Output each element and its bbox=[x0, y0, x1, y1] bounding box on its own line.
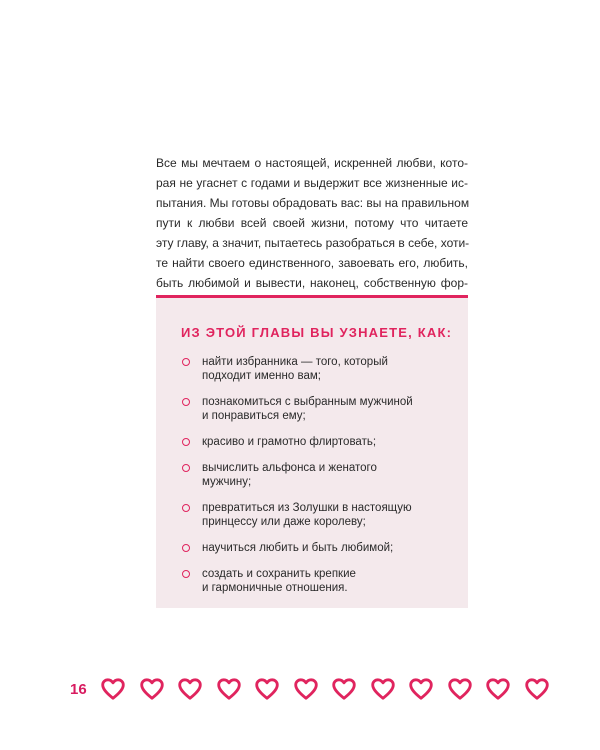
goal-line: найти избранника — того, который bbox=[202, 356, 388, 368]
intro-line: те найти своего единственного, завоевать его, любить, bbox=[156, 256, 468, 270]
circle-bullet-icon bbox=[182, 504, 190, 512]
goal-list-item bbox=[182, 501, 452, 529]
goal-list-item bbox=[182, 567, 452, 595]
goal-line: подходит именно вам; bbox=[202, 370, 321, 382]
box-top-rule bbox=[156, 295, 468, 298]
intro-line: рая не угаснет с годами и выдержит все жизненные ис- bbox=[156, 176, 468, 190]
goal-line: превратиться из Золушки в настоящую bbox=[202, 502, 412, 514]
goal-list-item bbox=[182, 461, 452, 489]
intro-paragraph bbox=[156, 153, 468, 313]
goals-list bbox=[182, 355, 452, 595]
heart-outline-icon bbox=[216, 676, 242, 702]
heart-outline-icon bbox=[447, 676, 473, 702]
heart-outline-icon bbox=[139, 676, 165, 702]
heart-outline-icon bbox=[485, 676, 511, 702]
intro-line: эту главу, а значит, пытаетесь разобраться в себе, хоти- bbox=[156, 236, 470, 250]
heart-outline-icon bbox=[293, 676, 319, 702]
goal-line: принцессу или даже королеву; bbox=[202, 516, 366, 528]
circle-bullet-icon bbox=[182, 464, 190, 472]
goal-list-item bbox=[182, 395, 452, 423]
goal-list-item bbox=[182, 355, 452, 383]
page-number: 16 bbox=[70, 681, 87, 698]
intro-line: пытания. Мы готовы обрадовать вас: вы на правильном bbox=[156, 196, 470, 210]
goal-line: создать и сохранить крепкие bbox=[202, 568, 356, 580]
goal-list-item bbox=[182, 541, 452, 555]
goal-line: научиться любить и быть любимой; bbox=[202, 542, 394, 554]
intro-line: быть любимой и вывести, наконец, собственную фор- bbox=[156, 276, 468, 290]
chapter-goals-box bbox=[156, 295, 468, 608]
heart-outline-icon bbox=[370, 676, 396, 702]
goal-line: вычислить альфонса и женатого bbox=[202, 462, 377, 474]
heart-outline-icon bbox=[524, 676, 550, 702]
heart-outline-icon bbox=[254, 676, 280, 702]
circle-bullet-icon bbox=[182, 358, 190, 366]
circle-bullet-icon bbox=[182, 438, 190, 446]
heart-outline-icon bbox=[331, 676, 357, 702]
goal-list-item bbox=[182, 435, 452, 449]
heart-outline-icon bbox=[177, 676, 203, 702]
heart-outline-icon bbox=[100, 676, 126, 702]
circle-bullet-icon bbox=[182, 544, 190, 552]
box-title: ИЗ ЭТОЙ ГЛАВЫ ВЫ УЗНАЕТЕ, КАК: bbox=[181, 325, 453, 340]
intro-line: Все мы мечтаем о настоящей, искренней любви, кото- bbox=[156, 156, 468, 170]
intro-line: пути к любви всей своей жизни, потому что читаете bbox=[156, 216, 468, 230]
goal-line: красиво и грамотно флиртовать; bbox=[202, 436, 377, 448]
goal-line: мужчину; bbox=[202, 476, 252, 488]
goal-line: и понравиться ему; bbox=[202, 410, 306, 422]
circle-bullet-icon bbox=[182, 398, 190, 406]
heart-outline-icon bbox=[408, 676, 434, 702]
circle-bullet-icon bbox=[182, 570, 190, 578]
goal-line: и гармоничные отношения. bbox=[202, 582, 348, 594]
goal-line: познакомиться с выбранным мужчиной bbox=[202, 396, 413, 408]
